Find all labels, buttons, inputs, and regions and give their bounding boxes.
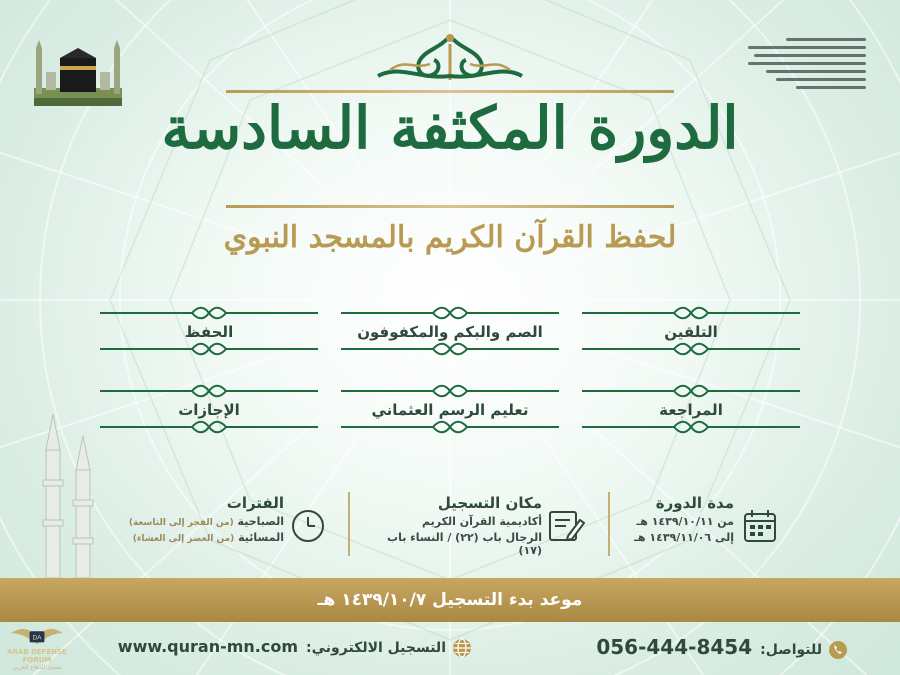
period-morning [112,515,284,528]
phone-icon [828,640,848,660]
kaaba-logo [30,38,126,110]
track-bottom-ornament [582,342,800,356]
poster-title: الدورة المكثفة السادسة [161,94,739,162]
title-top-rule [226,90,674,93]
track-top-ornament [582,306,800,320]
track-top-ornament [341,384,559,398]
clock-icon [288,506,328,546]
website-link[interactable]: www.quran-mn.com [117,637,299,656]
watermark-line1: ARAB DEFENSE FORUM [7,648,67,664]
registration-place-block [364,494,542,557]
track-item [582,306,800,356]
period-morning-note: (من الفجر إلى التاسعة) [128,518,234,528]
period-morning-label: الصباحية [237,515,284,528]
track-top-ornament [100,384,318,398]
forum-watermark [6,622,68,672]
globe-icon [452,638,472,658]
period-evening [112,531,284,544]
web-label: التسجيل الالكتروني: [306,640,446,656]
watermark-line2: منتدى الدفاع العربي [12,664,62,671]
agency-emblem [746,30,866,123]
track-label: التلقين [664,323,718,341]
track-bottom-ornament [582,420,800,434]
registration-place-line2: الرجال باب (٢٢) / النساء باب (١٧) [387,531,542,557]
duration-block [620,494,734,544]
track-label: المراجعة [659,401,723,419]
svg-text:DA: DA [32,634,42,642]
track-label: الصم والبكم والمكفوفون [357,323,543,341]
track-top-ornament [100,306,318,320]
track-item [100,384,318,434]
track-item [341,384,559,434]
periods-block [112,494,284,544]
track-bottom-ornament [341,342,559,356]
track-top-ornament [341,306,559,320]
online-registration [112,632,472,662]
calendar-icon [740,506,780,546]
track-item [100,306,318,356]
duration-to: إلى ١٤٣٩/١١/٠٦ هـ [634,531,734,544]
track-item [341,306,559,356]
top-ornament [370,30,530,88]
contact-phone [548,632,848,662]
phone-number[interactable]: 056-444-8454 [596,635,753,659]
info-divider [348,492,350,556]
track-label: الإجازات [178,401,240,419]
track-top-ornament [582,384,800,398]
info-divider [608,492,610,556]
track-bottom-ornament [100,420,318,434]
registration-place-line1: أكاديمية القرآن الكريم [422,515,542,528]
poster-subtitle: لحفظ القرآن الكريم بالمسجد النبوي [223,220,677,255]
period-evening-note: (من العصر إلى العشاء) [132,534,235,544]
period-evening-label: المسائية [238,531,284,544]
minarets-illustration [36,410,106,580]
form-pen-icon [546,506,586,546]
track-label: الحفظ [184,323,234,341]
registration-place-heading: مكان التسجيل [437,494,542,512]
contact-label: للتواصل: [760,642,822,658]
eagle-logo-icon [9,622,65,648]
track-bottom-ornament [341,420,559,434]
registration-start-banner [0,578,900,622]
duration-heading: مدة الدورة [655,494,734,512]
track-item [582,384,800,434]
periods-heading: الفترات [226,494,284,512]
track-bottom-ornament [100,342,318,356]
registration-start-text: موعد بدء التسجيل ١٤٣٩/١٠/٧ هـ [317,590,583,610]
track-label: تعليم الرسم العثماني [371,401,529,419]
title-bottom-rule [226,205,674,208]
duration-from: من ١٤٣٩/١٠/١١ هـ [636,515,734,528]
